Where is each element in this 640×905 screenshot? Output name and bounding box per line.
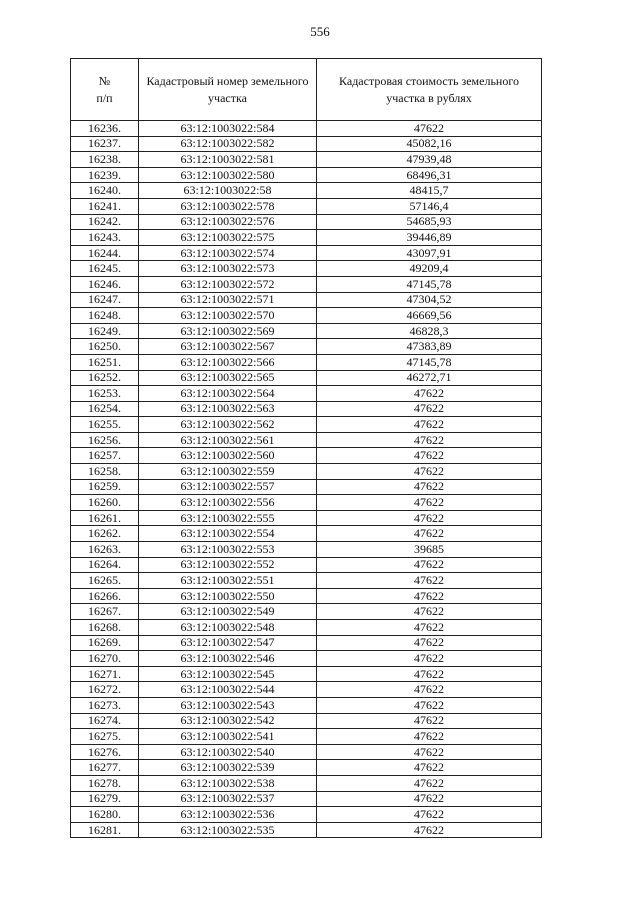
cell-cadastral-number: 63:12:1003022:561	[139, 432, 317, 448]
cell-cadastral-value: 47622	[317, 697, 542, 713]
cell-cadastral-value: 47622	[317, 510, 542, 526]
header-cadastral-number: Кадастровый номер земельного участка	[139, 59, 317, 121]
cell-cadastral-value: 47622	[317, 386, 542, 402]
cell-cadastral-number: 63:12:1003022:563	[139, 401, 317, 417]
table-row	[71, 448, 542, 464]
table-row	[71, 339, 542, 355]
cell-cadastral-value: 47622	[317, 760, 542, 776]
cell-row-number: 16240.	[71, 183, 139, 199]
cell-cadastral-value: 47622	[317, 744, 542, 760]
cell-cadastral-value: 49209,4	[317, 261, 542, 277]
cell-cadastral-number: 63:12:1003022:58	[139, 183, 317, 199]
cell-cadastral-number: 63:12:1003022:551	[139, 573, 317, 589]
table-row	[71, 121, 542, 137]
cell-cadastral-value: 47622	[317, 666, 542, 682]
cell-cadastral-number: 63:12:1003022:573	[139, 261, 317, 277]
table-row	[71, 136, 542, 152]
cell-row-number: 16262.	[71, 526, 139, 542]
cell-cadastral-number: 63:12:1003022:541	[139, 729, 317, 745]
table-row	[71, 573, 542, 589]
cell-row-number: 16267.	[71, 604, 139, 620]
cell-cadastral-number: 63:12:1003022:542	[139, 713, 317, 729]
table-row	[71, 464, 542, 480]
cell-cadastral-value: 47622	[317, 822, 542, 838]
cell-cadastral-number: 63:12:1003022:580	[139, 167, 317, 183]
cell-row-number: 16276.	[71, 744, 139, 760]
cell-cadastral-value: 47622	[317, 479, 542, 495]
cell-cadastral-number: 63:12:1003022:549	[139, 604, 317, 620]
table-row	[71, 167, 542, 183]
cell-cadastral-number: 63:12:1003022:556	[139, 495, 317, 511]
cell-cadastral-value: 47622	[317, 604, 542, 620]
cell-row-number: 16273.	[71, 697, 139, 713]
cell-row-number: 16256.	[71, 432, 139, 448]
cell-cadastral-value: 47622	[317, 807, 542, 823]
table-row	[71, 386, 542, 402]
cell-cadastral-number: 63:12:1003022:575	[139, 230, 317, 246]
cell-row-number: 16248.	[71, 308, 139, 324]
cell-cadastral-value: 46669,56	[317, 308, 542, 324]
page-number: 556	[310, 24, 330, 39]
table-row	[71, 635, 542, 651]
table-row	[71, 713, 542, 729]
table-row	[71, 526, 542, 542]
cell-row-number: 16258.	[71, 464, 139, 480]
cell-row-number: 16236.	[71, 121, 139, 137]
table-row	[71, 495, 542, 511]
cell-row-number: 16266.	[71, 588, 139, 604]
cell-row-number: 16241.	[71, 198, 139, 214]
cell-cadastral-number: 63:12:1003022:550	[139, 588, 317, 604]
cell-cadastral-number: 63:12:1003022:539	[139, 760, 317, 776]
cell-cadastral-number: 63:12:1003022:567	[139, 339, 317, 355]
table-row	[71, 697, 542, 713]
cell-cadastral-number: 63:12:1003022:571	[139, 292, 317, 308]
cell-cadastral-number: 63:12:1003022:576	[139, 214, 317, 230]
cell-cadastral-number: 63:12:1003022:581	[139, 152, 317, 168]
cell-cadastral-value: 47622	[317, 573, 542, 589]
table-row	[71, 276, 542, 292]
cell-row-number: 16279.	[71, 791, 139, 807]
cell-cadastral-number: 63:12:1003022:566	[139, 354, 317, 370]
cell-cadastral-number: 63:12:1003022:564	[139, 386, 317, 402]
table-row	[71, 775, 542, 791]
header-row	[71, 59, 542, 121]
cell-cadastral-value: 47622	[317, 448, 542, 464]
cell-row-number: 16277.	[71, 760, 139, 776]
cell-row-number: 16244.	[71, 245, 139, 261]
cell-cadastral-value: 47622	[317, 775, 542, 791]
table-row	[71, 666, 542, 682]
table-row	[71, 682, 542, 698]
cell-row-number: 16237.	[71, 136, 139, 152]
cell-cadastral-number: 63:12:1003022:557	[139, 479, 317, 495]
table-row	[71, 417, 542, 433]
table-row	[71, 479, 542, 495]
cell-row-number: 16281.	[71, 822, 139, 838]
cell-row-number: 16251.	[71, 354, 139, 370]
table-row	[71, 744, 542, 760]
cell-cadastral-value: 47622	[317, 432, 542, 448]
cell-row-number: 16264.	[71, 557, 139, 573]
cell-cadastral-number: 63:12:1003022:570	[139, 308, 317, 324]
table-row	[71, 152, 542, 168]
cell-cadastral-number: 63:12:1003022:555	[139, 510, 317, 526]
header-cadastral-value: Кадастровая стоимость земельного участка в рублях	[317, 59, 542, 121]
table-row	[71, 323, 542, 339]
cell-row-number: 16249.	[71, 323, 139, 339]
cell-cadastral-value: 46272,71	[317, 370, 542, 386]
table-row	[71, 620, 542, 636]
cell-row-number: 16263.	[71, 542, 139, 558]
table-row	[71, 791, 542, 807]
table-row	[71, 230, 542, 246]
cell-cadastral-value: 47622	[317, 635, 542, 651]
table-row	[71, 370, 542, 386]
cell-cadastral-number: 63:12:1003022:552	[139, 557, 317, 573]
table-header	[71, 59, 542, 121]
cell-cadastral-value: 45082,16	[317, 136, 542, 152]
cell-cadastral-value: 47622	[317, 651, 542, 667]
table-row	[71, 760, 542, 776]
cell-cadastral-value: 47622	[317, 682, 542, 698]
cell-cadastral-number: 63:12:1003022:554	[139, 526, 317, 542]
cell-cadastral-number: 63:12:1003022:584	[139, 121, 317, 137]
cell-cadastral-number: 63:12:1003022:582	[139, 136, 317, 152]
cell-row-number: 16242.	[71, 214, 139, 230]
table-row	[71, 807, 542, 823]
table-row	[71, 510, 542, 526]
cell-cadastral-number: 63:12:1003022:569	[139, 323, 317, 339]
cell-cadastral-value: 47622	[317, 526, 542, 542]
cell-cadastral-number: 63:12:1003022:562	[139, 417, 317, 433]
cell-cadastral-value: 68496,31	[317, 167, 542, 183]
table-row	[71, 401, 542, 417]
table-body	[71, 121, 542, 838]
cell-cadastral-value: 47622	[317, 729, 542, 745]
cell-cadastral-number: 63:12:1003022:572	[139, 276, 317, 292]
cell-cadastral-value: 47304,52	[317, 292, 542, 308]
cell-row-number: 16274.	[71, 713, 139, 729]
cell-row-number: 16239.	[71, 167, 139, 183]
cell-cadastral-value: 48415,7	[317, 183, 542, 199]
cell-row-number: 16275.	[71, 729, 139, 745]
table-row	[71, 557, 542, 573]
cell-cadastral-value: 43097,91	[317, 245, 542, 261]
cell-row-number: 16238.	[71, 152, 139, 168]
cell-row-number: 16265.	[71, 573, 139, 589]
table-row	[71, 292, 542, 308]
cadastre-table	[70, 58, 542, 838]
cell-cadastral-value: 47939,48	[317, 152, 542, 168]
cell-cadastral-number: 63:12:1003022:578	[139, 198, 317, 214]
cell-row-number: 16253.	[71, 386, 139, 402]
cell-cadastral-value: 39685	[317, 542, 542, 558]
table-row	[71, 245, 542, 261]
cell-row-number: 16247.	[71, 292, 139, 308]
cell-cadastral-number: 63:12:1003022:560	[139, 448, 317, 464]
cell-row-number: 16243.	[71, 230, 139, 246]
cell-cadastral-number: 63:12:1003022:537	[139, 791, 317, 807]
cell-cadastral-number: 63:12:1003022:553	[139, 542, 317, 558]
cell-row-number: 16250.	[71, 339, 139, 355]
cell-row-number: 16278.	[71, 775, 139, 791]
table-row	[71, 542, 542, 558]
cell-row-number: 16272.	[71, 682, 139, 698]
cell-row-number: 16271.	[71, 666, 139, 682]
cell-cadastral-value: 47622	[317, 713, 542, 729]
cell-cadastral-number: 63:12:1003022:546	[139, 651, 317, 667]
table-row	[71, 198, 542, 214]
header-row-number: № п/п	[71, 59, 139, 121]
cell-cadastral-value: 47622	[317, 417, 542, 433]
cell-cadastral-value: 39446,89	[317, 230, 542, 246]
cell-cadastral-number: 63:12:1003022:540	[139, 744, 317, 760]
table-row	[71, 729, 542, 745]
cell-cadastral-number: 63:12:1003022:545	[139, 666, 317, 682]
table-row	[71, 604, 542, 620]
cell-cadastral-value: 47145,78	[317, 276, 542, 292]
table-row	[71, 651, 542, 667]
cell-cadastral-number: 63:12:1003022:538	[139, 775, 317, 791]
cell-cadastral-value: 47622	[317, 588, 542, 604]
cell-cadastral-value: 47622	[317, 620, 542, 636]
cell-row-number: 16246.	[71, 276, 139, 292]
cell-row-number: 16254.	[71, 401, 139, 417]
cell-row-number: 16270.	[71, 651, 139, 667]
cell-cadastral-value: 47622	[317, 495, 542, 511]
table-row	[71, 588, 542, 604]
table-row	[71, 432, 542, 448]
cell-row-number: 16255.	[71, 417, 139, 433]
cell-cadastral-value: 47383,89	[317, 339, 542, 355]
cell-row-number: 16257.	[71, 448, 139, 464]
cell-cadastral-number: 63:12:1003022:536	[139, 807, 317, 823]
cell-cadastral-number: 63:12:1003022:535	[139, 822, 317, 838]
cell-row-number: 16259.	[71, 479, 139, 495]
table-row	[71, 261, 542, 277]
table-row	[71, 822, 542, 838]
cell-cadastral-number: 63:12:1003022:565	[139, 370, 317, 386]
cell-cadastral-value: 47622	[317, 121, 542, 137]
cell-cadastral-value: 57146,4	[317, 198, 542, 214]
cell-cadastral-value: 54685,93	[317, 214, 542, 230]
cell-row-number: 16280.	[71, 807, 139, 823]
table-row	[71, 214, 542, 230]
table-row	[71, 354, 542, 370]
cell-cadastral-value: 47622	[317, 464, 542, 480]
cell-row-number: 16260.	[71, 495, 139, 511]
cell-cadastral-number: 63:12:1003022:544	[139, 682, 317, 698]
cell-cadastral-number: 63:12:1003022:548	[139, 620, 317, 636]
cell-cadastral-number: 63:12:1003022:574	[139, 245, 317, 261]
cell-cadastral-number: 63:12:1003022:559	[139, 464, 317, 480]
cell-row-number: 16252.	[71, 370, 139, 386]
table-row	[71, 308, 542, 324]
cell-cadastral-value: 47622	[317, 401, 542, 417]
cell-row-number: 16269.	[71, 635, 139, 651]
cell-cadastral-value: 47622	[317, 791, 542, 807]
cell-row-number: 16245.	[71, 261, 139, 277]
cell-cadastral-value: 47145,78	[317, 354, 542, 370]
table-row	[71, 183, 542, 199]
cell-row-number: 16261.	[71, 510, 139, 526]
cell-cadastral-value: 47622	[317, 557, 542, 573]
cell-cadastral-value: 46828,3	[317, 323, 542, 339]
cell-cadastral-number: 63:12:1003022:547	[139, 635, 317, 651]
cell-row-number: 16268.	[71, 620, 139, 636]
cell-cadastral-number: 63:12:1003022:543	[139, 697, 317, 713]
